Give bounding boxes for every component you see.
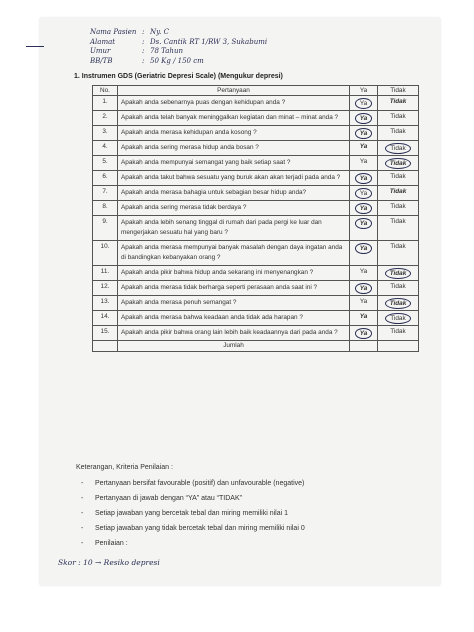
answer-tidak-cell	[378, 326, 419, 341]
row-question: Apakah anda merasa bahwa keadaan anda tidak ada harapan ?	[118, 311, 350, 326]
patient-sep: :	[142, 56, 145, 65]
table-row	[93, 266, 419, 281]
patient-value: Ds. Cantik RT 1/RW 3, Sukabumi	[150, 37, 268, 46]
answer-ya: Ya	[355, 173, 373, 184]
note-item	[76, 476, 416, 491]
answer-ya-cell	[350, 266, 378, 281]
answer-tidak: Tidak	[385, 158, 412, 169]
note-dash: -	[81, 495, 84, 502]
answer-tidak-cell	[378, 201, 419, 216]
row-question: Apakah anda merasa kehidupan anda kosong ?	[118, 126, 350, 141]
total-tidak	[378, 341, 419, 352]
answer-tidak: Tidak	[390, 203, 406, 210]
header-tidak: Tidak	[378, 86, 419, 96]
answer-tidak-cell	[378, 216, 419, 241]
patient-key: Alamat	[90, 37, 116, 46]
row-question: Apakah anda sering merasa hidup anda bosan ?	[118, 141, 350, 156]
patient-key: Nama Pasien	[90, 28, 137, 36]
patient-row	[90, 38, 267, 48]
answer-tidak-cell	[378, 171, 419, 186]
header-ya: Ya	[350, 86, 378, 96]
table-row	[93, 296, 419, 311]
answer-tidak-cell	[378, 266, 419, 281]
total-row	[93, 341, 419, 352]
note-item	[76, 521, 416, 536]
section-heading: 1. Instrumen GDS (Geriatric Depresi Scale) (Mengukur depresi)	[74, 73, 283, 80]
answer-tidak-cell	[378, 296, 419, 311]
answer-tidak: Tidak	[390, 128, 406, 135]
answer-ya-cell	[350, 201, 378, 216]
row-question: Apakah anda sebenarnya puas dengan kehidupan anda ?	[118, 96, 350, 111]
row-question: Apakah anda telah banyak meninggalkan kegiatan dan minat – minat anda ?	[118, 111, 350, 126]
note-text: Setiap jawaban yang bercetak tebal dan miring memiliki nilai 1	[95, 510, 288, 517]
row-number: 1.	[93, 96, 118, 111]
answer-tidak: Tidak	[390, 218, 406, 225]
table-row	[93, 201, 419, 216]
answer-ya: Ya	[355, 98, 372, 109]
note-text: Pertanyaan di jawab dengan “YA” atau “TIDAK”	[95, 495, 242, 502]
row-number: 15.	[93, 326, 118, 341]
answer-tidak-cell	[378, 281, 419, 296]
answer-ya: Ya	[359, 158, 368, 165]
note-text: Penilaian :	[95, 540, 128, 547]
row-number: 13.	[93, 296, 118, 311]
row-number: 9.	[93, 216, 118, 241]
table-row	[93, 326, 419, 341]
answer-ya-cell	[350, 186, 378, 201]
margin-line	[26, 46, 44, 47]
answer-tidak: Tidak	[390, 173, 406, 180]
patient-sep: :	[142, 47, 145, 55]
answer-ya-cell	[350, 296, 378, 311]
answer-tidak-cell	[378, 96, 419, 111]
row-number: 3.	[93, 126, 118, 141]
row-number: 12.	[93, 281, 118, 296]
patient-row	[90, 47, 267, 57]
answer-ya: Ya	[355, 218, 373, 229]
patient-info	[90, 28, 267, 66]
answer-ya: Ya	[355, 328, 373, 339]
answer-tidak: Tidak	[385, 298, 412, 309]
header-question: Pertanyaan	[118, 86, 350, 96]
patient-value: Ny. C	[150, 28, 169, 36]
row-question: Apakah anda pikir bahwa orang lain lebih baik keadaannya dari pada anda ?	[118, 326, 350, 341]
table-header-row	[93, 86, 419, 96]
answer-ya-cell	[350, 96, 378, 111]
note-dash: -	[81, 525, 84, 532]
table-row	[93, 216, 419, 241]
row-number: 8.	[93, 201, 118, 216]
answer-tidak: Tidak	[390, 113, 406, 120]
answer-ya: Ya	[359, 143, 368, 150]
row-question: Apakah anda merasa tidak berharga seperti perasaan anda saat ini ?	[118, 281, 350, 296]
answer-ya-cell	[350, 281, 378, 296]
row-question: Apakah anda merasa penuh semangat ?	[118, 296, 350, 311]
answer-ya: Ya	[355, 113, 373, 124]
notes	[76, 460, 416, 551]
row-number: 4.	[93, 141, 118, 156]
row-number: 6.	[93, 171, 118, 186]
note-text: Pertanyaan bersifat favourable (positif) dan unfavourable (negative)	[95, 480, 305, 487]
answer-ya-cell	[350, 216, 378, 241]
row-question: Apakah anda merasa mempunyai banyak masalah dengan daya ingatan anda di bandingkan kebanyakan orang ?	[118, 241, 350, 266]
note-dash: -	[81, 480, 84, 487]
patient-sep: :	[142, 37, 145, 46]
answer-ya: Ya	[355, 128, 373, 139]
answer-ya: Ya	[359, 298, 368, 305]
row-number: 10.	[93, 241, 118, 266]
total-blank	[93, 341, 118, 352]
answer-ya: Ya	[355, 283, 373, 294]
row-number: 2.	[93, 111, 118, 126]
row-question: Apakah anda mempunyai semangat yang baik setiap saat ?	[118, 156, 350, 171]
patient-key: BB/TB	[90, 56, 113, 65]
answer-tidak-cell	[378, 241, 419, 266]
answer-ya: Ya	[359, 268, 368, 275]
table-row	[93, 111, 419, 126]
table-row	[93, 241, 419, 266]
table-row	[93, 311, 419, 326]
patient-sep: :	[142, 28, 145, 36]
note-item	[76, 536, 416, 551]
document-page	[40, 18, 440, 585]
answer-tidak: Tidak	[390, 283, 406, 290]
table-row	[93, 141, 419, 156]
total-label: Jumlah	[118, 341, 350, 352]
answer-ya-cell	[350, 141, 378, 156]
answer-ya: Ya	[355, 203, 373, 214]
answer-tidak-cell	[378, 186, 419, 201]
answer-tidak-cell	[378, 111, 419, 126]
answer-tidak: Tidak	[389, 98, 407, 105]
patient-value: 50 Kg / 150 cm	[150, 56, 204, 65]
answer-ya: Ya	[355, 243, 373, 254]
score-note: Skor : 10 → Resiko depresi	[58, 558, 160, 567]
row-number: 11.	[93, 266, 118, 281]
note-item	[76, 506, 416, 521]
row-number: 7.	[93, 186, 118, 201]
table-row	[93, 96, 419, 111]
row-question: Apakah anda pikir bahwa hidup anda sekarang ini menyenangkan ?	[118, 266, 350, 281]
table-row	[93, 126, 419, 141]
answer-tidak: Tidak	[390, 243, 406, 250]
table-row	[93, 281, 419, 296]
row-number: 5.	[93, 156, 118, 171]
answer-tidak-cell	[378, 311, 419, 326]
answer-tidak: Tidak	[389, 188, 407, 195]
note-text: Setiap jawaban yang tidak bercetak tebal dan miring memiliki nilai 0	[95, 525, 305, 532]
patient-row	[90, 28, 267, 38]
patient-value: 78 Tahun	[150, 47, 183, 55]
answer-tidak: Tidak	[385, 313, 410, 324]
note-item	[76, 491, 416, 506]
patient-key: Umur	[90, 47, 111, 55]
answer-ya-cell	[350, 126, 378, 141]
total-ya	[350, 341, 378, 352]
notes-title: Keterangan, Kriteria Penilaian :	[76, 464, 173, 471]
note-dash: -	[81, 540, 84, 547]
answer-tidak: Tidak	[390, 328, 406, 335]
table-row	[93, 156, 419, 171]
answer-ya: Ya	[359, 313, 368, 320]
answer-ya-cell	[350, 171, 378, 186]
answer-ya-cell	[350, 156, 378, 171]
answer-ya-cell	[350, 111, 378, 126]
row-question: Apakah anda sering merasa tidak berdaya ?	[118, 201, 350, 216]
row-question: Apakah anda lebih senang tinggal di rumah dari pada pergi ke luar dan mengerjakan sesuatu hal yang baru ?	[118, 216, 350, 241]
row-question: Apakah anda merasa bahagia untuk sebagian besar hidup anda?	[118, 186, 350, 201]
answer-tidak-cell	[378, 126, 419, 141]
header-no: No.	[93, 86, 118, 96]
answer-ya: Ya	[355, 188, 372, 199]
note-dash: -	[81, 510, 84, 517]
table-row	[93, 171, 419, 186]
answer-ya-cell	[350, 326, 378, 341]
answer-tidak-cell	[378, 141, 419, 156]
gds-table	[92, 85, 419, 352]
row-question: Apakah anda takut bahwa sesuatu yang buruk akan akan terjadi pada anda ?	[118, 171, 350, 186]
answer-tidak: Tidak	[385, 268, 412, 279]
answer-tidak-cell	[378, 156, 419, 171]
table-row	[93, 186, 419, 201]
answer-ya-cell	[350, 241, 378, 266]
patient-row	[90, 57, 267, 67]
answer-tidak: Tidak	[385, 143, 410, 154]
row-number: 14.	[93, 311, 118, 326]
answer-ya-cell	[350, 311, 378, 326]
